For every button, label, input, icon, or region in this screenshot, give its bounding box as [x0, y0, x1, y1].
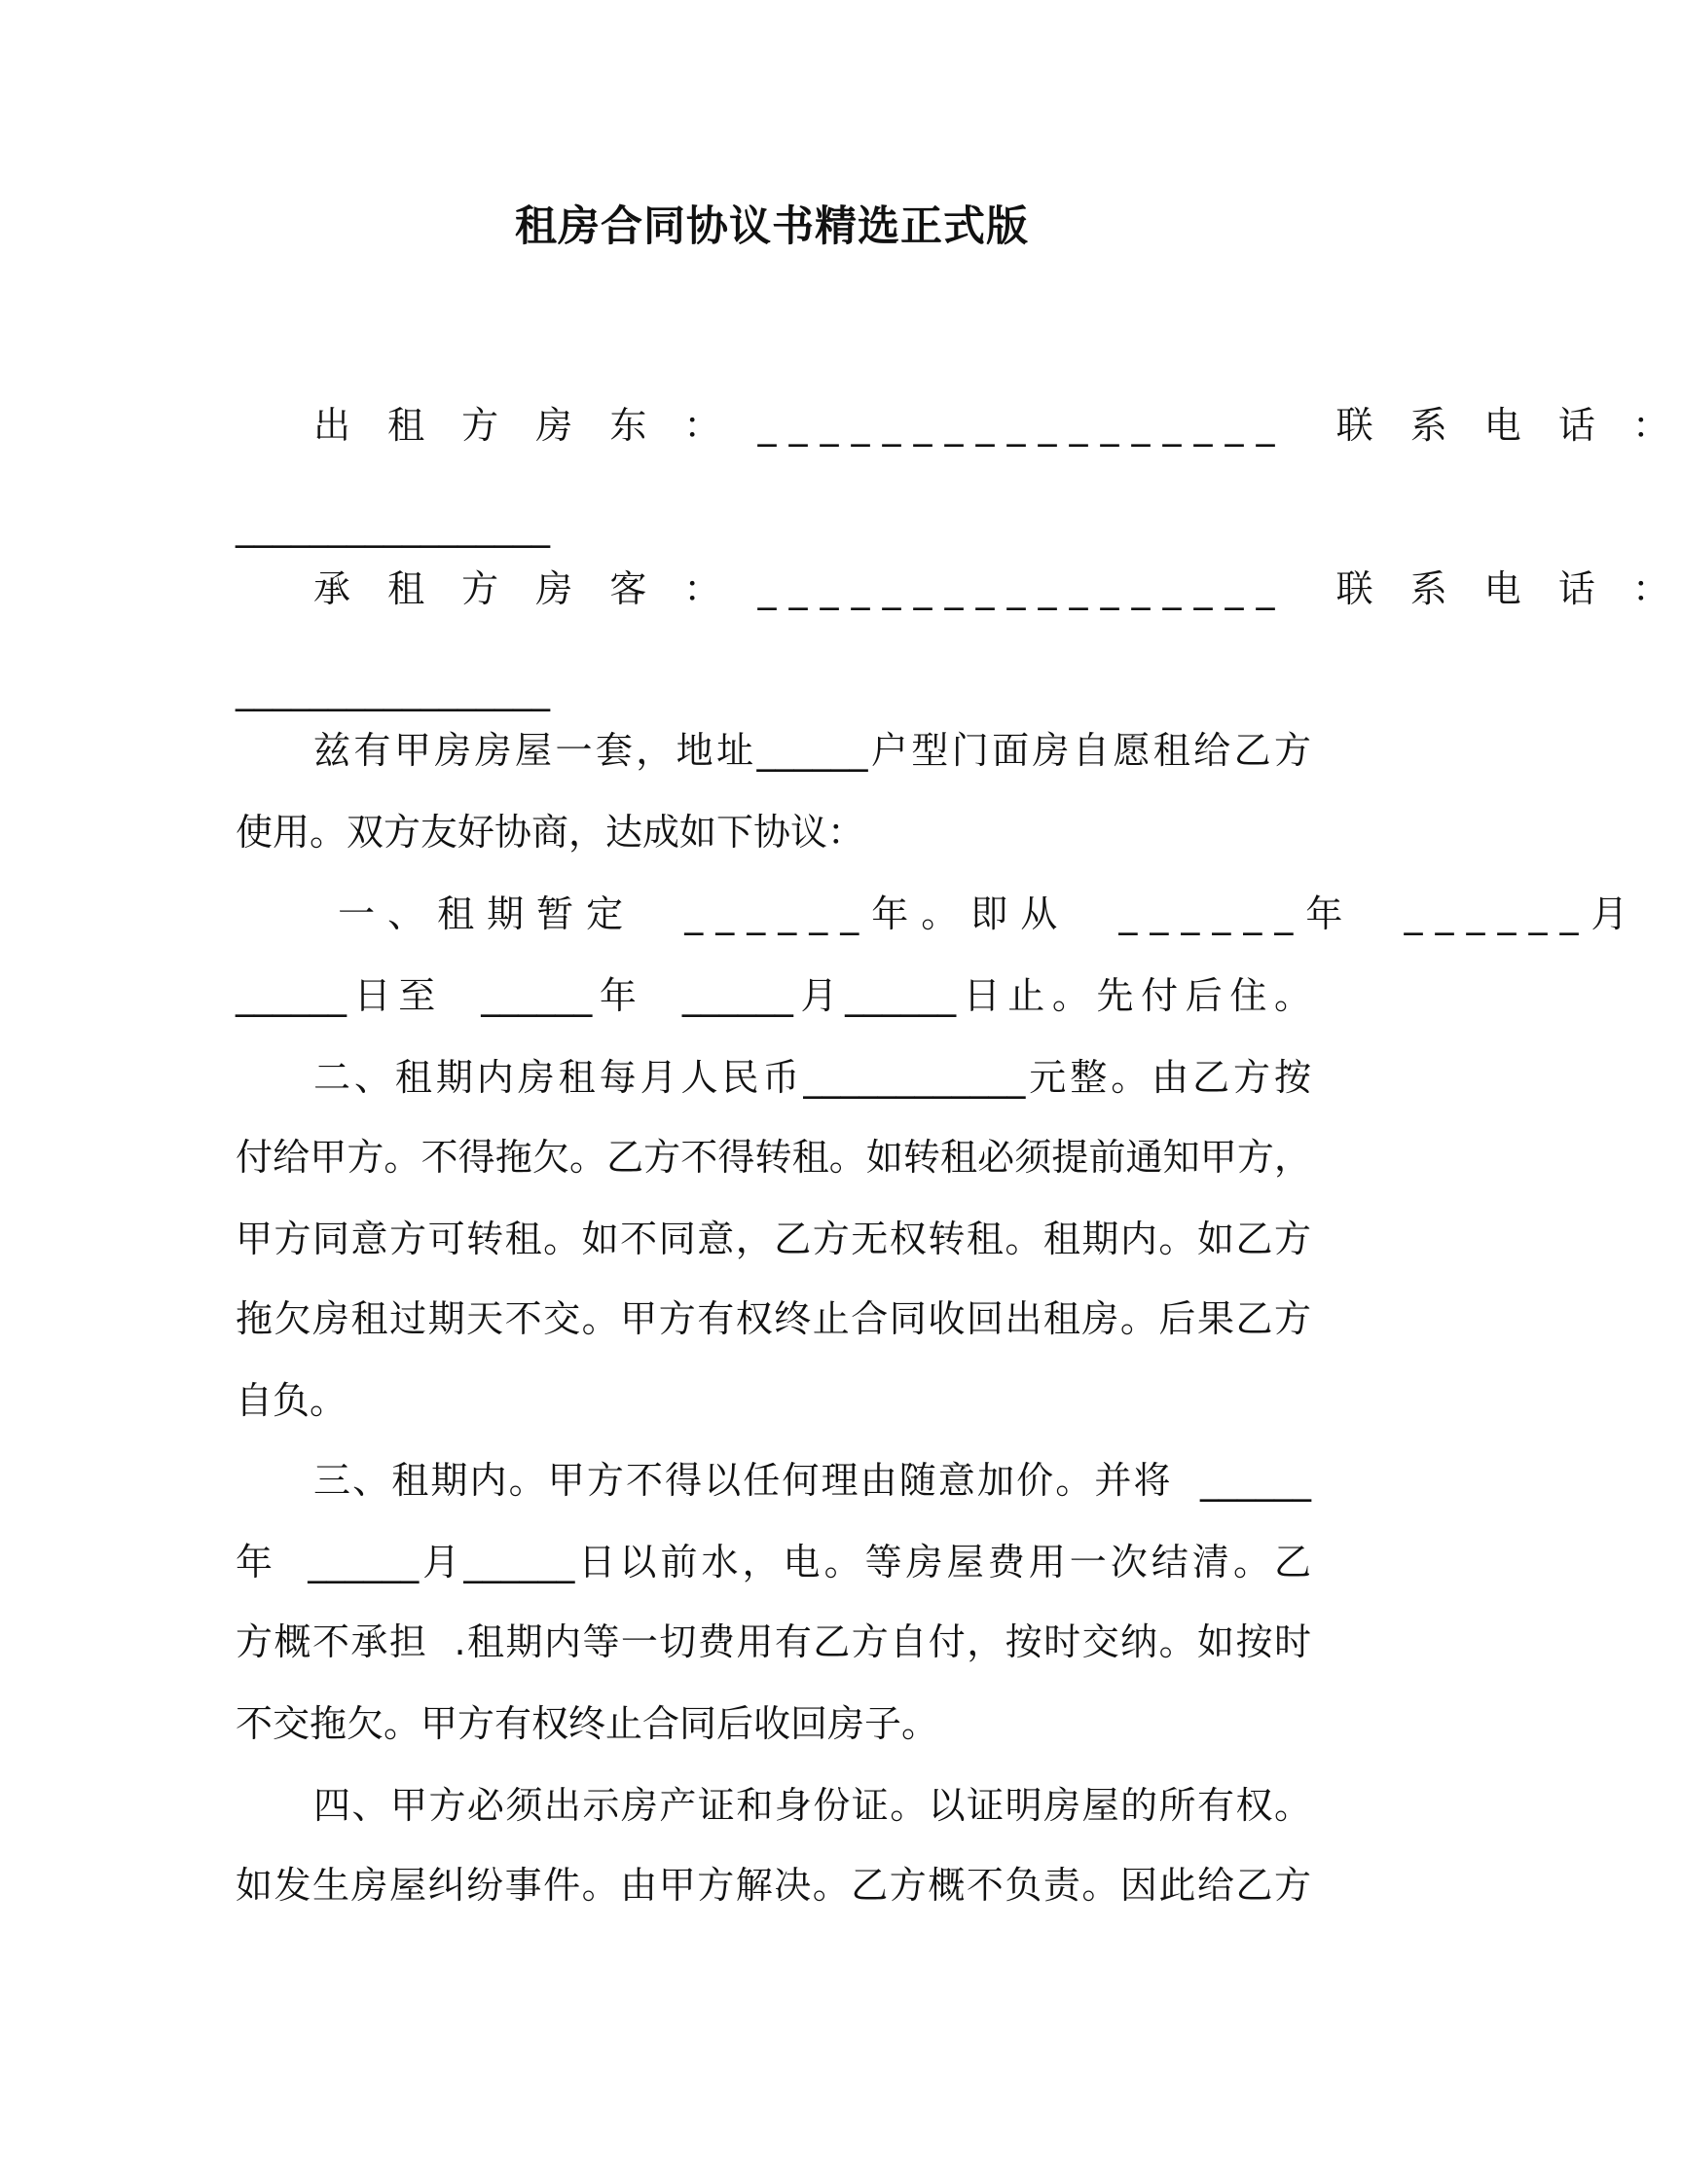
clause-1-line-1: 一、租期暂定 ______年。即从 ______年 ______月: [313, 892, 1641, 935]
clause-2-line-4: 拖欠房租过期天不交。甲方有权终止合同收回出租房。后果乙方: [236, 1297, 1311, 1340]
clause-1-line-2: ______日至 ______年 ______月______日止。先付后住。: [236, 974, 1311, 1017]
lessor-line: 出 租 方 房 东 ： _________________ 联 系 电 话 ：: [313, 404, 1682, 447]
lessor-phone-blank: _________________: [236, 505, 550, 548]
intro-line-2: 使用。双方友好协商，达成如下协议：: [236, 811, 865, 854]
clause-2-line-3: 甲方同意方可转租。如不同意，乙方无权转租。租期内。如乙方: [236, 1218, 1311, 1260]
lessee-phone-blank: _________________: [236, 669, 550, 711]
clause-4-line-2: 如发生房屋纠纷事件。由甲方解决。乙方概不负责。因此给乙方: [236, 1864, 1311, 1907]
clause-2-line-1: 二、租期内房租每月人民币____________元整。由乙方按: [313, 1056, 1311, 1099]
clause-2-line-5: 自负。: [236, 1379, 347, 1422]
clause-3-line-2: 年 ______月______日以前水，电。等房屋费用一次结清。乙: [236, 1541, 1311, 1583]
intro-line-1: 兹有甲房房屋一套，地址______户型门面房自愿租给乙方: [313, 729, 1311, 772]
lessee-line: 承 租 方 房 客 ： _________________ 联 系 电 话 ：: [313, 567, 1682, 610]
clause-3-line-3: 方概不承担 .租期内等一切费用有乙方自付，按时交纳。如按时: [236, 1620, 1311, 1663]
clause-2-line-2: 付给甲方。不得拖欠。乙方不得转租。如转租必须提前通知甲方，: [236, 1136, 1311, 1179]
clause-4-line-1: 四、甲方必须出示房产证和身份证。以证明房屋的所有权。: [313, 1784, 1311, 1827]
document-title: 租房合同协议书精选正式版: [515, 202, 1029, 251]
clause-3-line-1: 三、租期内。甲方不得以任何理由随意加价。并将 ______: [313, 1459, 1311, 1502]
clause-3-line-4: 不交拖欠。甲方有权终止合同后收回房子。: [236, 1702, 939, 1745]
